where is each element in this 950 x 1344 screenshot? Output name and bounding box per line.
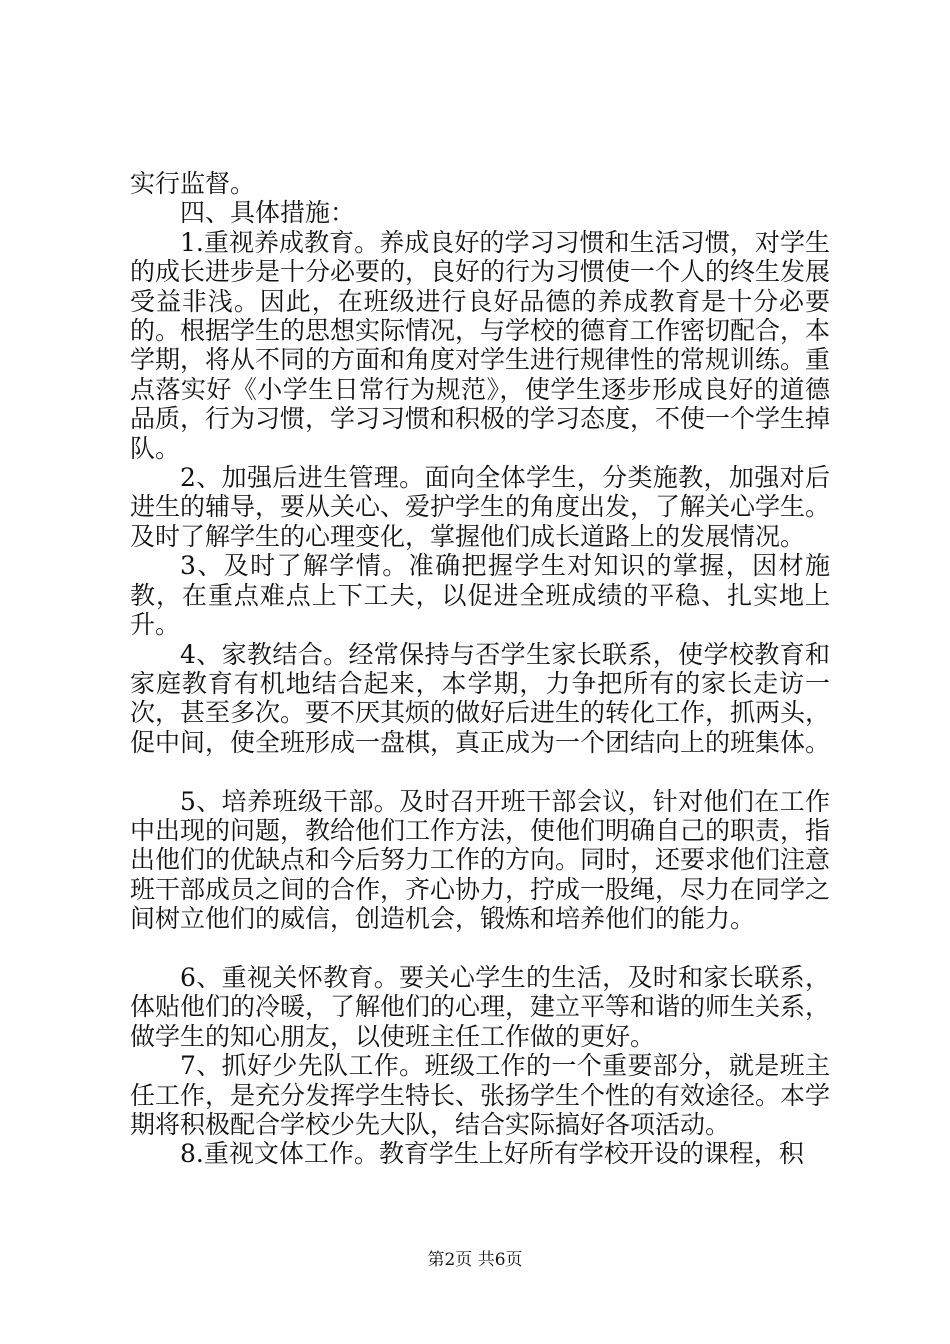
paragraph-item-6: 6、重视关怀教育。要关心学生的生活，及时和家长联系，体贴他们的冷暖，了解他们的心理，建立平等和谐的师生关系，做学生的知心朋友，以使班主任工作做的更好。 bbox=[130, 962, 831, 1051]
paragraph-item-4: 4、家教结合。经常保持与否学生家长联系，使学校教育和家庭教育有机地结合起来，本学期，力争把所有的家长走访一次，甚至多次。要不厌其烦的做好后进生的转化工作，抓两头，促中间，使全班形成一盘棋，真正成为一个团结向上的班集体。 bbox=[130, 639, 831, 757]
paragraph-item-3: 3、及时了解学情。准确把握学生对知识的掌握，因材施教，在重点难点上下工夫，以促进全班成绩的平稳、扎实地上升。 bbox=[130, 551, 830, 640]
paragraph-item-7: 7、抓好少先队工作。班级工作的一个重要部分，就是班主任工作，是充分发挥学生特长、张扬学生个性的有效途径。本学期将积极配合学校少先大队，结合实际搞好各项活动。 bbox=[130, 1051, 831, 1139]
paragraph-item-1: 1.重视养成教育。养成良好的学习习惯和生活习惯，对学生的成长进步是十分必要的，良好的行为习惯使一个人的终生发展受益非浅。因此，在班级进行良好品德的养成教育是十分必要的。根据学生的思想实际情况，与学校的德育工作密切配合，本学期，将从不同的方面和角度对学生进行规律性的常规训练。重点落实好《小学生日常行为规范》，使学生逐步形成良好的道德品质，行为习惯，学习习惯和积极的学习态度，不使一个学生掉队。 bbox=[130, 227, 831, 463]
section-heading-measures: 四、具体措施： bbox=[180, 198, 356, 228]
paragraph-item-2: 2、加强后进生管理。面向全体学生，分类施教，加强对后进生的辅导，要从关心、爱护学生的角度出发，了解关心学生。及时了解学生的心理变化，掌握他们成长道路上的发展情况。 bbox=[130, 463, 831, 551]
paragraph-item-5: 5、培养班级干部。及时召开班干部会议，针对他们在工作中出现的问题，教给他们工作方法，使他们明确自己的职责，指出他们的优缺点和今后努力工作的方向。同时，还要求他们注意班干部成员之间的合作，齐心协力，拧成一股绳，尽力在同学之间树立他们的威信，创造机会，锻炼和培养他们的能力。 bbox=[130, 786, 831, 934]
paragraph-item-8: 8.重视文体工作。教育学生上好所有学校开设的课程，积 bbox=[180, 1139, 804, 1169]
page-footer: 第2页 共6页 bbox=[427, 1250, 523, 1270]
paragraph-continuation: 实行监督。 bbox=[130, 169, 256, 198]
document-body bbox=[130, 169, 830, 1169]
